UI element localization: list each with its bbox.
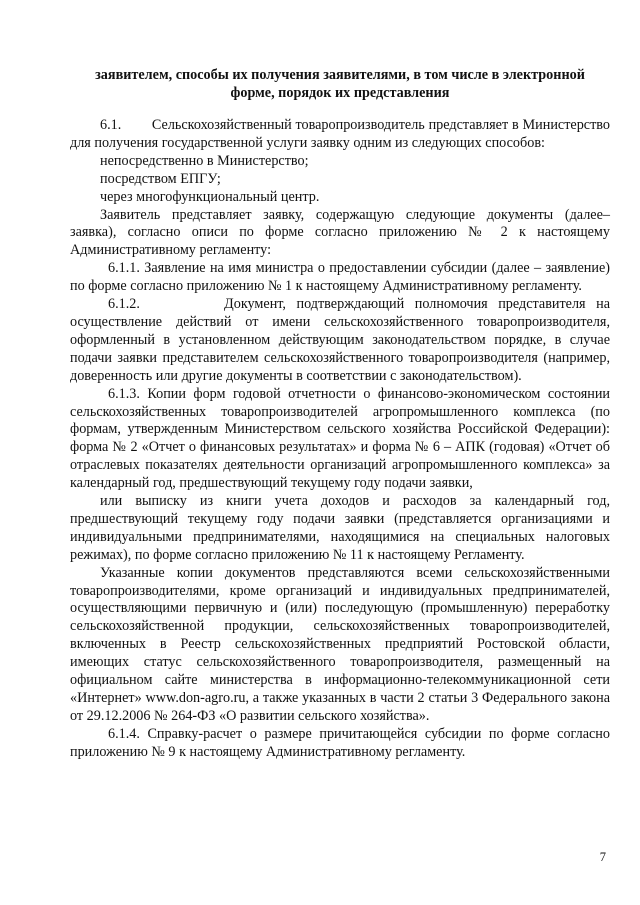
section-heading-line-2: форме, порядок их представления (230, 85, 450, 101)
paragraph-6-1-3: 6.1.3. Копии форм годовой отчетности о финансово-экономическом состоянии сельскохозяйственных товаропроизводителей агропромышленного комплекса (по формам, утвержденным Министерством сельского хозяйства Российской Федерации): форма № 2 «Отчет о финансовых результатах» и форма № 6 – АПК (годовая) «Отчет об отраслевых показателях деятельности организаций агропромышленного комплекса» за календарный год, предшествующий текущему году подачи заявки, (70, 385, 610, 492)
section-heading-line-1: заявителем, способы их получения заявителями, в том числе в электронной (95, 67, 585, 83)
paragraph-6-1: 6.1. Сельскохозяйственный товаропроизводитель представляет в Министерство для получения государственной услуги заявку одним из следующих способов: (70, 117, 610, 151)
submission-way-ministry: непосредственно в Министерство; (100, 152, 309, 169)
paragraph-6-1-1: 6.1.1. Заявление на имя министра о предоставлении субсидии (далее – заявление) по форме согласно приложению № 1 к настоящему Административному регламенту. (70, 260, 610, 295)
paragraph-or-ledger: или выписку из книги учета доходов и расходов за календарный год, предшествующий текущему году подачи заявки (представляется организациями и индивидуальными предпринимателями, находящимися на специальных налоговых режимах), по форме согласно приложению № 11 к настоящему Регламенту. (70, 493, 610, 563)
paragraph-6-1-2: 6.1.2. Документ, подтверждающий полномочия представителя на осуществление действий от имени сельскохозяйственного товаропроизводителя, оформленный в установленном действующим законодательством порядке, в случае подачи заявки представителем сельскохозяйственного товаропроизводителя (например, доверенность или другие документы в соответствии с законодательством). (70, 296, 610, 384)
paragraph-6-1-4: 6.1.4. Справку-расчет о размере причитающейся субсидии по форме согласно приложению № 9 к настоящему Административному регламенту. (70, 725, 610, 760)
paragraph-applicant: Заявитель представляет заявку, содержащую следующие документы (далее– заявка), согласно описи по форме согласно приложению № 2 к настоящему Административному регламенту: (70, 206, 610, 259)
page-number: 7 (599, 850, 606, 864)
document-body (70, 117, 610, 762)
submission-way-epgu: посредством ЕПГУ; (100, 170, 221, 187)
section-heading (70, 66, 610, 102)
paragraph-copies: Указанные копии документов представляются всеми сельскохозяйственными товаропроизводителями, кроме организаций и индивидуальных предпринимателей, осуществляющими первичную и (или) последующую (промышленную) переработку сельскохозяйственной продукции, сельскохозяйственных товаропроизводителей, включенных в Реестр сельскохозяйственных предприятий Ростовской области, имеющих статус сельскохозяйственного товаропроизводителя, размещенный на официальном сайте министерства в информационно-телекоммуникационной сети «Интернет» www.don-agro.ru, а также указанных в части 2 статьи 3 Федерального закона от 29.12.2006 № 264-ФЗ «О развитии сельского хозяйства». (70, 564, 610, 724)
submission-way-mfc: через многофункциональный центр. (100, 188, 320, 205)
